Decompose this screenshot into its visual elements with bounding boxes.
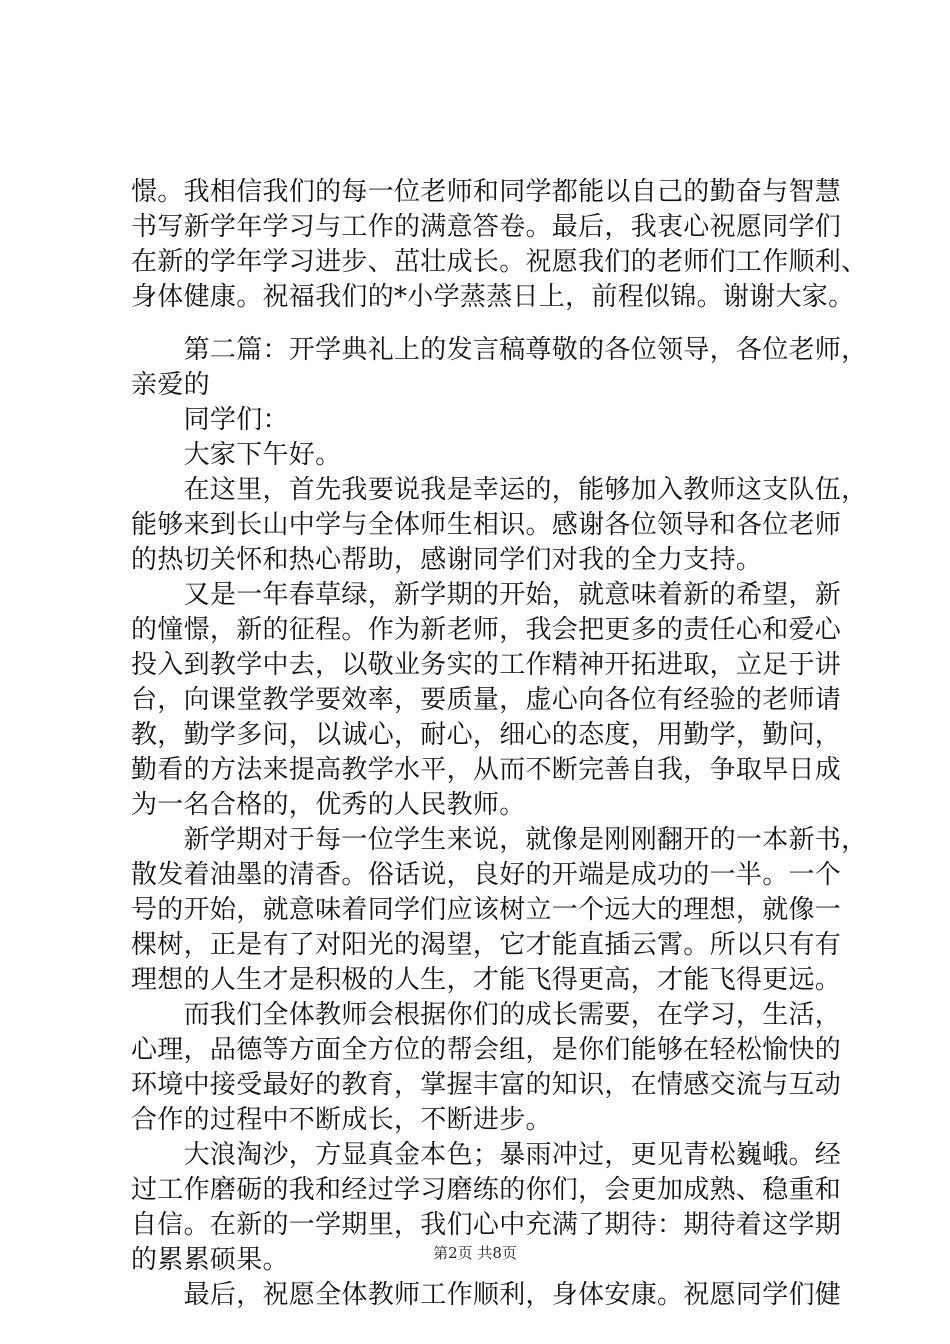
text-line: 散发着油墨的清香。俗话说，良好的开端是成功的一半。一个: [131, 860, 842, 890]
text-line: 教，勤学多问，以诚心，耐心，细心的态度，用勤学，勤问，: [131, 720, 842, 750]
text-line: 又是一年春草绿，新学期的开始，就意味着新的希望，新: [131, 580, 842, 610]
text-line: 亲爱的: [131, 370, 210, 400]
text-line: 书写新学年学习与工作的满意答卷。最后，我衷心祝愿同学们: [131, 212, 842, 242]
text-line: 环境中接受最好的教育，掌握丰富的知识，在情感交流与互动: [131, 1070, 842, 1100]
text-line: 自信。在新的一学期里，我们心中充满了期待：期待着这学期: [131, 1210, 842, 1240]
text-line: 勤看的方法来提高教学水平，从而不断完善自我，争取早日成: [131, 755, 842, 785]
text-line: 合作的过程中不断成长，不断进步。: [131, 1105, 552, 1135]
greeting-line: 大家下午好。: [131, 440, 342, 470]
text-line: 的憧憬，新的征程。作为新老师，我会把更多的责任心和爱心: [131, 615, 842, 645]
salutation-line: 同学们：: [131, 405, 289, 435]
section-two-text: [131, 333, 868, 1313]
text-line: 的累累硕果。: [131, 1245, 289, 1275]
text-line: 的热切关怀和热心帮助，感谢同学们对我的全力支持。: [131, 545, 763, 575]
text-line: 台，向课堂教学要效率，要质量，虚心向各位有经验的老师请: [131, 685, 842, 715]
page-number-footer: 第2页 共8页: [433, 1244, 517, 1262]
text-line: 大浪淘沙，方显真金本色；暴雨冲过，更见青松巍峨。经: [131, 1140, 842, 1170]
text-line: 号的开始，就意味着同学们应该树立一个远大的理想，就像一: [131, 895, 842, 925]
text-line: 能够来到长山中学与全体师生相识。感谢各位领导和各位老师: [131, 510, 842, 540]
section-one-text: [131, 175, 868, 315]
text-line: 理想的人生才是积极的人生，才能飞得更高，才能飞得更远。: [131, 965, 842, 995]
text-line: 投入到教学中去，以敬业务实的工作精神开拓进取，立足于讲: [131, 650, 842, 680]
text-line: 而我们全体教师会根据你们的成长需要，在学习，生活，: [131, 1000, 842, 1030]
text-line: 心理，品德等方面全方位的帮会组，是你们能够在轻松愉快的: [131, 1035, 842, 1065]
text-line: 最后，祝愿全体教师工作顺利，身体安康。祝愿同学们健: [131, 1280, 842, 1310]
section-heading-line: 第二篇：开学典礼上的发言稿尊敬的各位领导，各位老师，: [131, 335, 868, 365]
text-line: 在新的学年学习进步、茁壮成长。祝愿我们的老师们工作顺利、: [131, 247, 868, 277]
text-line: 在这里，首先我要说我是幸运的，能够加入教师这支队伍，: [131, 475, 868, 505]
text-line: 棵树，正是有了对阳光的渴望，它才能直插云霄。所以只有有: [131, 930, 842, 960]
text-line: 憬。我相信我们的每一位老师和同学都能以自己的勤奋与智慧: [131, 177, 842, 207]
text-line: 过工作磨砺的我和经过学习磨练的你们，会更加成熟、稳重和: [131, 1175, 842, 1205]
text-line: 为一名合格的，优秀的人民教师。: [131, 790, 526, 820]
text-line: 新学期对于每一位学生来说，就像是刚刚翻开的一本新书，: [131, 825, 868, 855]
text-line: 身体健康。祝福我们的*小学蒸蒸日上，前程似锦。谢谢大家。: [131, 282, 855, 312]
